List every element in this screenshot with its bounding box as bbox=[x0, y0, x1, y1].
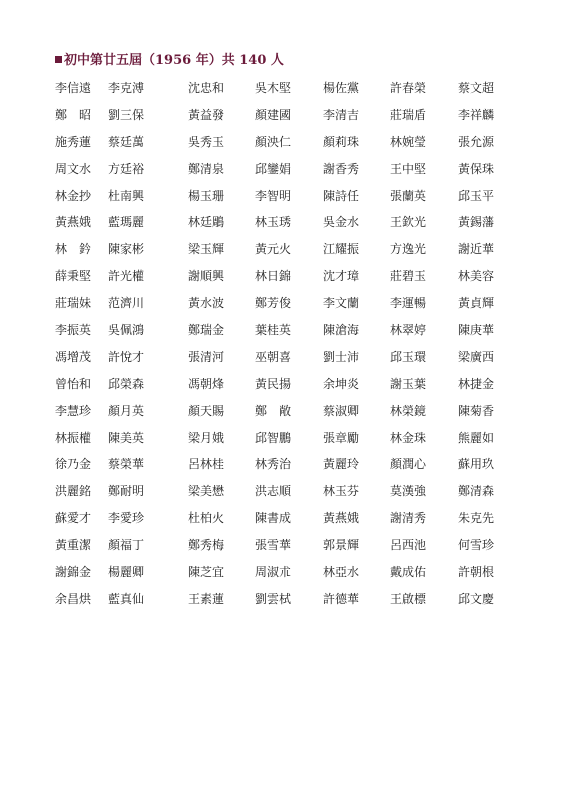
name-row bbox=[55, 268, 515, 295]
heading-title: 初中第廿五屆（1956 年）共 140 人 bbox=[64, 53, 284, 68]
student-name: 陳庚華 bbox=[458, 323, 495, 338]
student-name: 洪麗銘 bbox=[55, 484, 92, 499]
student-name: 黃元火 bbox=[255, 242, 292, 257]
student-name: 許朝根 bbox=[458, 565, 495, 580]
student-name: 張雪華 bbox=[255, 538, 292, 553]
student-name: 李清吉 bbox=[323, 107, 360, 122]
name-row bbox=[55, 241, 515, 268]
student-name: 謝香秀 bbox=[323, 161, 360, 176]
student-name: 徐乃金 bbox=[55, 457, 92, 472]
student-name: 陳家彬 bbox=[108, 242, 145, 257]
name-row bbox=[55, 403, 515, 430]
student-name: 何雪珍 bbox=[458, 538, 495, 553]
student-name: 李祥麟 bbox=[458, 107, 495, 122]
student-name: 王欽光 bbox=[390, 215, 427, 230]
student-name: 謝近華 bbox=[458, 242, 495, 257]
name-row bbox=[55, 322, 515, 349]
student-name: 鄭瑞金 bbox=[188, 323, 225, 338]
student-name: 蘇愛才 bbox=[55, 511, 92, 526]
student-name: 莊瑞妹 bbox=[55, 296, 92, 311]
student-name: 陳滄海 bbox=[323, 323, 360, 338]
student-name: 熊麗如 bbox=[458, 430, 495, 445]
name-row bbox=[55, 188, 515, 215]
student-name: 杜南興 bbox=[108, 188, 145, 203]
student-name: 江耀振 bbox=[323, 242, 360, 257]
student-name: 邱文慶 bbox=[458, 591, 495, 606]
student-name: 范濟川 bbox=[108, 296, 145, 311]
student-name: 邱玉環 bbox=[390, 349, 427, 364]
name-row bbox=[55, 349, 515, 376]
student-name: 方廷裕 bbox=[108, 161, 145, 176]
student-name: 張清河 bbox=[188, 349, 225, 364]
name-row bbox=[55, 564, 515, 591]
student-name: 陳美英 bbox=[108, 430, 145, 445]
student-name: 顏天賜 bbox=[188, 403, 225, 418]
student-name: 沈才璋 bbox=[323, 269, 360, 284]
student-name: 吳佩鴻 bbox=[108, 323, 145, 338]
student-name: 鄭清泉 bbox=[188, 161, 225, 176]
student-name: 梁廣西 bbox=[458, 349, 495, 364]
student-name: 梁玉輝 bbox=[188, 242, 225, 257]
name-row bbox=[55, 376, 515, 403]
student-name: 鄭 昭 bbox=[55, 107, 92, 122]
student-name: 黃燕娥 bbox=[55, 215, 92, 230]
student-name: 吳秀玉 bbox=[188, 134, 225, 149]
student-name: 顏福丁 bbox=[108, 538, 145, 553]
student-name: 邱榮森 bbox=[108, 376, 145, 391]
student-name: 戴成佑 bbox=[390, 565, 427, 580]
student-name: 顏建國 bbox=[255, 107, 292, 122]
student-name: 李愛珍 bbox=[108, 511, 145, 526]
student-name: 陳菊香 bbox=[458, 403, 495, 418]
student-name: 黃錫藩 bbox=[458, 215, 495, 230]
student-name: 洪志順 bbox=[255, 484, 292, 499]
student-name: 王啟標 bbox=[390, 591, 427, 606]
student-name: 邱鑾娟 bbox=[255, 161, 292, 176]
student-name: 林婉瑩 bbox=[390, 134, 427, 149]
name-row bbox=[55, 510, 515, 537]
student-name: 謝錦金 bbox=[55, 565, 92, 580]
student-name: 顏潤心 bbox=[390, 457, 427, 472]
student-name: 劉雲栻 bbox=[255, 591, 292, 606]
student-name: 蘇用玖 bbox=[458, 457, 495, 472]
name-row bbox=[55, 537, 515, 564]
student-name: 李文蘭 bbox=[323, 296, 360, 311]
student-name: 余昌烘 bbox=[55, 591, 92, 606]
student-name: 藍真仙 bbox=[108, 591, 145, 606]
student-name: 周文水 bbox=[55, 161, 92, 176]
student-name: 黃益發 bbox=[188, 107, 225, 122]
student-name: 吳木堅 bbox=[255, 81, 292, 95]
student-name: 黃民揚 bbox=[255, 376, 292, 391]
student-name: 李振英 bbox=[55, 323, 92, 338]
student-name: 顏莉珠 bbox=[323, 134, 360, 149]
student-name: 蔡廷萬 bbox=[108, 134, 145, 149]
student-name: 余坤炎 bbox=[323, 376, 360, 391]
student-name: 蔡榮華 bbox=[108, 457, 145, 472]
name-row bbox=[55, 430, 515, 457]
student-name: 李克溥 bbox=[108, 81, 145, 95]
student-name: 李智明 bbox=[255, 188, 292, 203]
student-name: 林秀治 bbox=[255, 457, 292, 472]
student-name: 楊麗卿 bbox=[108, 565, 145, 580]
name-row bbox=[55, 483, 515, 510]
student-name: 呂林桂 bbox=[188, 457, 225, 472]
student-name-list bbox=[55, 80, 515, 618]
student-name: 林金抄 bbox=[55, 188, 92, 203]
student-name: 林捷金 bbox=[458, 376, 495, 391]
student-name: 張允源 bbox=[458, 134, 495, 149]
student-name: 莊碧玉 bbox=[390, 269, 427, 284]
student-name: 郭景輝 bbox=[323, 538, 360, 553]
student-name: 許悅才 bbox=[108, 349, 145, 364]
student-name: 林亞水 bbox=[323, 565, 360, 580]
name-row bbox=[55, 456, 515, 483]
student-name: 黃重潔 bbox=[55, 538, 92, 553]
student-name: 林榮鏡 bbox=[390, 403, 427, 418]
student-name: 王素蓮 bbox=[188, 591, 225, 606]
student-name: 許德華 bbox=[323, 591, 360, 606]
name-row bbox=[55, 214, 515, 241]
student-name: 吳金水 bbox=[323, 215, 360, 230]
student-name: 鄭秀梅 bbox=[188, 538, 225, 553]
student-name: 馮朝烽 bbox=[188, 376, 225, 391]
student-name: 張章勵 bbox=[323, 430, 360, 445]
student-name: 梁美懋 bbox=[188, 484, 225, 499]
student-name: 許光權 bbox=[108, 269, 145, 284]
square-bullet-icon bbox=[55, 56, 62, 63]
student-name: 葉桂英 bbox=[255, 323, 292, 338]
student-name: 許春榮 bbox=[390, 81, 427, 95]
name-row bbox=[55, 107, 515, 134]
student-name: 林廷鵰 bbox=[188, 215, 225, 230]
student-name: 邱智鵬 bbox=[255, 430, 292, 445]
student-name: 邱玉平 bbox=[458, 188, 495, 203]
student-name: 林振權 bbox=[55, 430, 92, 445]
student-name: 曾怡和 bbox=[55, 376, 92, 391]
student-name: 鄭清森 bbox=[458, 484, 495, 499]
student-name: 陳芝宜 bbox=[188, 565, 225, 580]
student-name: 謝玉葉 bbox=[390, 376, 427, 391]
student-name: 林日錦 bbox=[255, 269, 292, 284]
student-name: 周淑朮 bbox=[255, 565, 292, 580]
student-name: 黃保珠 bbox=[458, 161, 495, 176]
student-name: 蔡淑卿 bbox=[323, 403, 360, 418]
student-name: 鄭芳俊 bbox=[255, 296, 292, 311]
student-name: 陳詩任 bbox=[323, 188, 360, 203]
student-name: 林玉芬 bbox=[323, 484, 360, 499]
student-name: 沈忠和 bbox=[188, 81, 225, 95]
student-name: 李運暢 bbox=[390, 296, 427, 311]
student-name: 藍瑪麗 bbox=[108, 215, 145, 230]
student-name: 謝順興 bbox=[188, 269, 225, 284]
student-name: 林 鈐 bbox=[55, 242, 92, 257]
student-name: 梁月娥 bbox=[188, 430, 225, 445]
student-name: 楊佐黨 bbox=[323, 81, 360, 95]
student-name: 林翠婷 bbox=[390, 323, 427, 338]
name-row bbox=[55, 80, 515, 107]
student-name: 楊玉珊 bbox=[188, 188, 225, 203]
student-name: 鄭耐明 bbox=[108, 484, 145, 499]
student-name: 張蘭英 bbox=[390, 188, 427, 203]
student-name: 薛秉堅 bbox=[55, 269, 92, 284]
name-row bbox=[55, 591, 515, 618]
name-row bbox=[55, 161, 515, 188]
student-name: 蔡文超 bbox=[458, 81, 495, 95]
student-name: 劉三保 bbox=[108, 107, 145, 122]
student-name: 林玉琇 bbox=[255, 215, 292, 230]
student-name: 黃燕娥 bbox=[323, 511, 360, 526]
student-name: 黃麗玲 bbox=[323, 457, 360, 472]
student-name: 馮增茂 bbox=[55, 349, 92, 364]
student-name: 謝清秀 bbox=[390, 511, 427, 526]
student-name: 黃貞輝 bbox=[458, 296, 495, 311]
student-name: 王中堅 bbox=[390, 161, 427, 176]
student-name: 朱克先 bbox=[458, 511, 495, 526]
student-name: 杜柏火 bbox=[188, 511, 225, 526]
class-heading bbox=[55, 53, 284, 69]
student-name: 顏月英 bbox=[108, 403, 145, 418]
student-name: 黃水波 bbox=[188, 296, 225, 311]
student-name: 李慧珍 bbox=[55, 403, 92, 418]
student-name: 莊瑞盾 bbox=[390, 107, 427, 122]
student-name: 顏泱仁 bbox=[255, 134, 292, 149]
student-name: 李信遠 bbox=[55, 81, 92, 95]
student-name: 林美容 bbox=[458, 269, 495, 284]
student-name: 劉士沛 bbox=[323, 349, 360, 364]
student-name: 方逸光 bbox=[390, 242, 427, 257]
student-name: 莫漢強 bbox=[390, 484, 427, 499]
student-name: 施秀蓮 bbox=[55, 134, 92, 149]
name-row bbox=[55, 134, 515, 161]
name-row bbox=[55, 295, 515, 322]
student-name: 鄭 敞 bbox=[255, 403, 292, 418]
student-name: 呂西池 bbox=[390, 538, 427, 553]
student-name: 巫朝喜 bbox=[255, 349, 292, 364]
student-name: 林金珠 bbox=[390, 430, 427, 445]
student-name: 陳書成 bbox=[255, 511, 292, 526]
